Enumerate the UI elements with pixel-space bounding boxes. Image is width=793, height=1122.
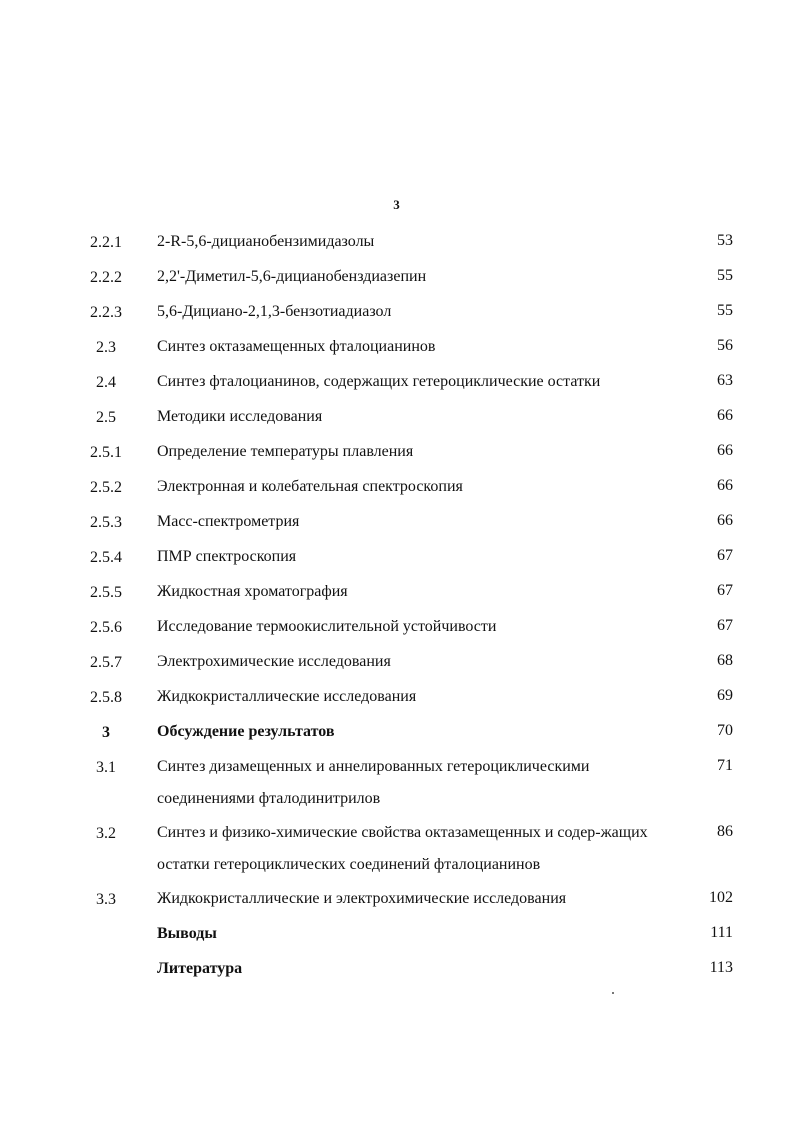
toc-title: Литература [157, 960, 243, 977]
toc-number: 2.2.1 [90, 234, 122, 251]
toc-number: 2.4 [96, 374, 116, 391]
toc-number: 2.5.4 [90, 549, 122, 566]
toc-row [0, 920, 793, 955]
toc-title: 5,6-Дициано-2,1,3-бензотиадиазол [157, 303, 392, 320]
toc-row [0, 885, 793, 920]
toc-title: Жидкокристаллические и электрохимические исследования [157, 890, 567, 907]
toc-row [0, 753, 793, 819]
toc-title: Обсуждение результатов [157, 723, 335, 740]
toc-row [0, 368, 793, 403]
toc-page: 63 [717, 372, 733, 389]
toc-row [0, 403, 793, 438]
toc-page: 69 [717, 687, 733, 704]
toc-row [0, 543, 793, 578]
toc-row [0, 298, 793, 333]
toc-page: 66 [717, 442, 733, 459]
toc-title: Жидкокристаллические исследования [157, 688, 417, 705]
toc-title: Масс-спектрометрия [157, 513, 300, 530]
toc-number: 2.5.2 [90, 479, 122, 496]
toc-title: Методики исследования [157, 408, 323, 425]
toc-page: 70 [717, 722, 733, 739]
toc-page: 67 [717, 582, 733, 599]
toc-title: Жидкостная хроматография [157, 583, 348, 600]
toc-page: 68 [717, 652, 733, 669]
toc-number: 2.5.5 [90, 584, 122, 601]
page-number: 3 [393, 197, 400, 212]
toc-title: 2,2'-Диметил-5,6-дицианобенздиазепин [157, 268, 427, 285]
toc-title: Синтез дизамещенных и аннелированных гетероциклическими соединениями фталодинитрилов [157, 758, 590, 807]
toc-page: 102 [709, 889, 733, 906]
toc-row [0, 648, 793, 683]
toc-row [0, 578, 793, 613]
toc-title: Синтез фталоцианинов, содержащих гетероциклические остатки [157, 373, 601, 390]
toc-title: Выводы [157, 925, 217, 942]
toc-number: 2.5.6 [90, 619, 122, 636]
toc-number: 2.5.7 [90, 654, 122, 671]
toc-number: 3 [102, 724, 110, 741]
toc-number: 2.5.3 [90, 514, 122, 531]
toc-row [0, 438, 793, 473]
toc-title: Определение температуры плавления [157, 443, 414, 460]
toc-row [0, 683, 793, 718]
toc-row [0, 263, 793, 298]
toc-page: 113 [709, 959, 733, 976]
toc-number: 3.2 [96, 825, 116, 842]
toc-number: 3.1 [96, 759, 116, 776]
toc-page: 67 [717, 617, 733, 634]
toc-number: 2.2.2 [90, 269, 122, 286]
toc-page: 66 [717, 512, 733, 529]
toc-page: 53 [717, 232, 733, 249]
toc-row [0, 228, 793, 263]
toc-page: 71 [717, 757, 733, 774]
toc-page: 55 [717, 267, 733, 284]
toc-row [0, 333, 793, 368]
toc-number: 3.3 [96, 891, 116, 908]
toc-row [0, 508, 793, 543]
toc-page: 56 [717, 337, 733, 354]
toc-number: 2.5.8 [90, 689, 122, 706]
toc-title: Электрохимические исследования [157, 653, 391, 670]
toc-number: 2.2.3 [90, 304, 122, 321]
toc-row [0, 613, 793, 648]
toc-title: Исследование термоокислительной устойчивости [157, 618, 497, 635]
toc-title: Синтез октазамещенных фталоцианинов [157, 338, 436, 355]
toc-number: 2.3 [96, 339, 116, 356]
table-of-contents [0, 228, 793, 990]
toc-number: 2.5 [96, 409, 116, 426]
scan-speck [612, 992, 614, 994]
toc-title: Электронная и колебательная спектроскопия [157, 478, 463, 495]
toc-title: Синтез и физико-химические свойства октазамещенных и содер-жащих остатки гетероциклических соединений фталоцианинов [157, 824, 648, 873]
toc-page: 86 [717, 823, 733, 840]
toc-number: 2.5.1 [90, 444, 122, 461]
toc-page: 66 [717, 477, 733, 494]
toc-row [0, 819, 793, 885]
toc-row [0, 473, 793, 508]
toc-row [0, 955, 793, 990]
toc-title: ПМР спектроскопия [157, 548, 297, 565]
toc-title: 2-R-5,6-дицианобензимидазолы [157, 233, 375, 250]
toc-page: 55 [717, 302, 733, 319]
toc-page: 111 [710, 924, 733, 941]
toc-page: 66 [717, 407, 733, 424]
toc-page: 67 [717, 547, 733, 564]
toc-row [0, 718, 793, 753]
